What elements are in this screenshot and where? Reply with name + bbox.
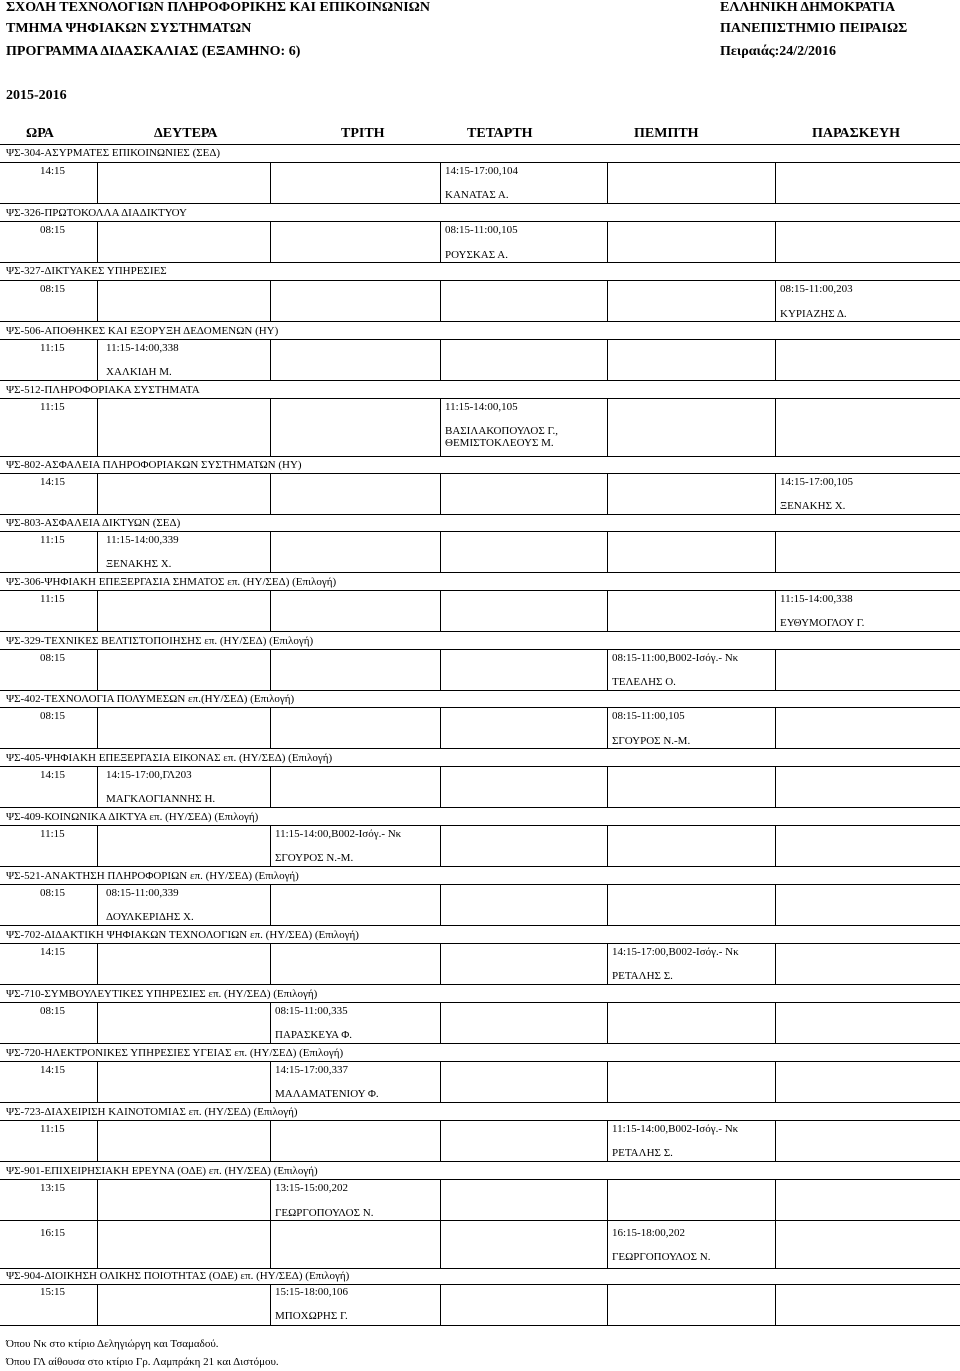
cell-border [270,1220,271,1268]
cell-border [607,766,608,807]
course-time: 08:15 [40,710,66,722]
cell-border [775,707,776,748]
course-slot: 08:15-11:00,203 [780,283,853,295]
row-divider [0,398,960,399]
course-slot: 13:15-15:00,202 [275,1182,349,1194]
cell-border [440,884,441,925]
row-divider [0,984,960,985]
row-divider [0,748,960,749]
cell-border [775,766,776,807]
row-divider [0,321,960,322]
cell-border [607,943,608,984]
course-professor: ΞΕΝΑΚΗΣ Χ. [780,500,846,512]
cell-border [270,884,271,925]
cell-border [97,162,98,203]
course-professor: ΡΕΤΑΛΗΣ Σ. [612,1147,673,1159]
cell-border [607,707,608,748]
row-divider [0,1120,960,1121]
course-slot: 11:15-14:00,Β002-Ισόγ.- Νκ [612,1123,739,1135]
cell-border [775,473,776,514]
course-title: ΨΣ-405-ΨΗΦΙΑΚΗ ΕΠΕΞΕΡΓΑΣΙΑ ΕΙΚΟΝΑΣ επ. (ΗΥ/ΣΕΔ) (Επιλογή) [6,752,333,764]
course-slot: 11:15-14:00,105 [445,401,518,413]
cell-border [775,649,776,690]
course-slot: 08:15-11:00,105 [445,224,518,236]
row-divider [0,262,960,263]
course-time-2: 16:15 [40,1227,66,1239]
row-divider [0,807,960,808]
cell-border [607,1002,608,1043]
cell-border [440,1061,441,1102]
cell-border [270,531,271,572]
cell-border [97,590,98,631]
course-professor: ΣΓΟΥΡΟΣ Ν.-Μ. [275,852,354,864]
cell-border [440,766,441,807]
row-divider [0,280,960,281]
row-divider [0,380,960,381]
course-title: ΨΣ-409-ΚΟΙΝΩΝΙΚΑ ΔΙΚΤΥΑ επ. (ΗΥ/ΣΕΔ) (Επιλογή) [6,811,259,823]
cell-border [97,825,98,866]
course-title: ΨΣ-506-ΑΠΟΘΗΚΕΣ ΚΑΙ ΕΞΟΡΥΞΗ ΔΕΔΟΜΕΝΩΝ (ΗΥ) [6,325,279,337]
row-divider [0,572,960,573]
row-divider [0,707,960,708]
cell-border [607,1179,608,1220]
course-slot: 08:15-11:00,335 [275,1005,348,1017]
course-time: 15:15 [40,1286,66,1298]
cell-border [775,825,776,866]
cell-border [607,825,608,866]
cell-border [607,1120,608,1161]
course-professor: ΜΑΛΑΜΑΤΕΝΙΟΥ Φ. [275,1088,379,1100]
course-professor: ΠΑΡΑΣΚΕΥΑ Φ. [275,1029,353,1041]
cell-border [775,1220,776,1268]
cell-border [270,1120,271,1161]
cell-border [775,1002,776,1043]
course-professor: ΚΥΡΙΑΖΗΣ Δ. [780,308,847,320]
course-slot-2: 16:15-18:00,202 [612,1227,686,1239]
course-time: 14:15 [40,769,66,781]
cell-border [440,531,441,572]
row-divider [0,925,960,926]
cell-border [270,649,271,690]
monday-header: ΔΕΥΤΕΡΑ [154,126,218,141]
cell-border [440,339,441,380]
course-time: 08:15 [40,652,66,664]
course-slot: 11:15-14:00,Β002-Ισόγ.- Νκ [275,828,402,840]
cell-border [270,398,271,456]
cell-border [775,590,776,631]
cell-border [607,1284,608,1325]
course-time: 11:15 [40,401,65,413]
row-divider [0,884,960,885]
cell-border [270,339,271,380]
cell-border [270,766,271,807]
course-professor: ΓΕΩΡΓΟΠΟΥΛΟΣ Ν. [275,1207,374,1219]
cell-border [440,1284,441,1325]
row-divider [0,339,960,340]
course-time: 11:15 [40,534,65,546]
cell-border [440,280,441,321]
course-title: ΨΣ-521-ΑΝΑΚΤΗΣΗ ΠΛΗΡΟΦΟΡΙΩΝ επ. (ΗΥ/ΣΕΔ) (Επιλογή) [6,870,299,882]
course-time: 11:15 [40,1123,65,1135]
department-title: ΤΜΗΜΑ ΨΗΦΙΑΚΩΝ ΣΥΣΤΗΜΑΤΩΝ [6,21,252,36]
footer-note-1: Όπου Νκ στο κτίριο Δεληγιώργη και Τσαμαδού. [6,1338,219,1350]
course-title: ΨΣ-304-ΑΣΥΡΜΑΤΕΣ ΕΠΙΚΟΙΝΩΝΙΕΣ (ΣΕΔ) [6,147,221,159]
course-slot: 14:15-17:00,Β002-Ισόγ.- Νκ [612,946,739,958]
hour-header: ΩΡΑ [26,126,54,141]
course-time: 14:15 [40,476,66,488]
cell-border [440,649,441,690]
row-divider [0,1284,960,1285]
cell-border [440,943,441,984]
course-title: ΨΣ-306-ΨΗΦΙΑΚΗ ΕΠΕΞΕΡΓΑΣΙΑ ΣΗΜΑΤΟΣ επ. (ΗΥ/ΣΕΔ) (Επιλογή) [6,576,337,588]
cell-border [775,398,776,456]
course-professor: ΒΑΣΙΛΑΚΟΠΟΥΛΟΣ Γ., [445,425,559,437]
wednesday-header: ΤΕΤΑΡΤΗ [467,126,533,141]
cell-border [775,531,776,572]
cell-border [607,280,608,321]
row-divider [0,162,960,163]
course-professor: ΣΓΟΥΡΟΣ Ν.-Μ. [612,735,691,747]
course-time: 08:15 [40,283,66,295]
cell-border [97,1284,98,1325]
course-title: ΨΣ-720-ΗΛΕΚΤΡΟΝΙΚΕΣ ΥΠΗΡΕΣΙΕΣ ΥΓΕΙΑΣ επ. (ΗΥ/ΣΕΔ) (Επιλογή) [6,1047,344,1059]
course-slot: 14:15-17:00,105 [780,476,854,488]
course-title: ΨΣ-802-ΑΣΦΑΛΕΙΑ ΠΛΗΡΟΦΟΡΙΑΚΩΝ ΣΥΣΤΗΜΑΤΩΝ (ΗΥ) [6,459,302,471]
cell-border [607,473,608,514]
course-professor: ΔΟΥΛΚΕΡΙΔΗΣ Χ. [106,911,194,923]
course-slot: 14:15-17:00,337 [275,1064,349,1076]
row-divider [0,649,960,650]
row-divider [0,766,960,767]
course-time: 14:15 [40,165,66,177]
university-title: ΠΑΝΕΠΙΣΤΗΜΙΟ ΠΕΙΡΑΙΩΣ [720,21,908,36]
course-time: 14:15 [40,1064,66,1076]
cell-border [775,162,776,203]
row-divider [0,1102,960,1103]
cell-border [270,473,271,514]
row-divider [0,531,960,532]
cell-border [270,1284,271,1325]
course-slot: 08:15-11:00,339 [106,887,179,899]
course-time: 08:15 [40,1005,66,1017]
course-professor: ΡΟΥΣΚΑΣ Α. [445,249,508,261]
cell-border [607,1220,608,1268]
course-slot: 08:15-11:00,Β002-Ισόγ.- Νκ [612,652,739,664]
cell-border [97,398,98,456]
course-title: ΨΣ-327-ΔΙΚΤΥΑΚΕΣ ΥΠΗΡΕΣΙΕΣ [6,265,167,277]
row-divider [0,1002,960,1003]
cell-border [440,825,441,866]
cell-border [607,1061,608,1102]
course-professor-2: ΘΕΜΙΣΤΟΚΛΕΟΥΣ Μ. [445,437,554,449]
cell-border [440,707,441,748]
course-title: ΨΣ-702-ΔΙΔΑΚΤΙΚΗ ΨΗΦΙΑΚΩΝ ΤΕΧΝΟΛΟΓΙΩΝ επ. (ΗΥ/ΣΕΔ) (Επιλογή) [6,929,359,941]
cell-border [440,473,441,514]
course-slot: 11:15-14:00,338 [780,593,853,605]
cell-border [97,1179,98,1220]
course-slot: 08:15-11:00,105 [612,710,685,722]
cell-border [775,884,776,925]
cell-border [440,1120,441,1161]
row-divider [0,943,960,944]
cell-border [270,280,271,321]
course-professor: ΜΑΓΚΛΟΓΙΑΝΝΗΣ Η. [106,793,216,805]
cell-border [607,398,608,456]
cell-border [775,221,776,262]
course-time: 13:15 [40,1182,66,1194]
cell-border [97,1220,98,1268]
course-title: ΨΣ-901-ΕΠΙΧΕΙΡΗΣΙΑΚΗ ΕΡΕΥΝΑ (ΟΔΕ) επ. (ΗΥ/ΣΕΔ) (Επιλογή) [6,1165,318,1177]
cell-border [97,339,98,380]
course-title: ΨΣ-723-ΔΙΑΧΕΙΡΙΣΗ ΚΑΙΝΟΤΟΜΙΑΣ επ. (ΗΥ/ΣΕΔ) (Επιλογή) [6,1106,298,1118]
course-title: ΨΣ-512-ΠΛΗΡΟΦΟΡΙΑΚΑ ΣΥΣΤΗΜΑΤΑ [6,384,200,396]
cell-border [440,1002,441,1043]
cell-border [775,1284,776,1325]
course-time: 08:15 [40,887,66,899]
header-divider [0,144,960,145]
course-time: 08:15 [40,224,66,236]
course-professor-2: ΓΕΩΡΓΟΠΟΥΛΟΣ Ν. [612,1251,711,1263]
course-title: ΨΣ-803-ΑΣΦΑΛΕΙΑ ΔΙΚΤΥΩΝ (ΣΕΔ) [6,517,181,529]
course-slot: 14:15-17:00,ΓΛ203 [106,769,192,781]
row-divider [0,631,960,632]
row-divider [0,590,960,591]
program-title: ΠΡΟΓΡΑΜΜΑ ΔΙΔΑΣΚΑΛΙΑΣ (ΕΞΑΜΗΝΟ: 6) [6,44,301,59]
cell-border [97,884,98,925]
cell-border [440,1220,441,1268]
cell-border [607,531,608,572]
cell-border [775,280,776,321]
cell-border [97,531,98,572]
date-label: Πειραιάς:24/2/2016 [720,44,837,59]
cell-border [607,590,608,631]
cell-border [270,707,271,748]
course-professor: ΤΕΛΕΛΗΣ Ο. [612,676,676,688]
course-time: 14:15 [40,946,66,958]
course-title: ΨΣ-329-ΤΕΧΝΙΚΕΣ ΒΕΛΤΙΣΤΟΠΟΙΗΣΗΣ επ. (ΗΥ/ΣΕΔ) (Επιλογή) [6,635,314,647]
cell-border [270,1002,271,1043]
course-professor: ΞΕΝΑΚΗΣ Χ. [106,558,172,570]
cell-border [440,1179,441,1220]
cell-border [607,339,608,380]
row-divider [0,1268,960,1269]
course-slot: 11:15-14:00,338 [106,342,179,354]
cell-border [775,339,776,380]
row-divider [0,203,960,204]
cell-border [607,162,608,203]
cell-border [270,825,271,866]
cell-border [97,943,98,984]
row-divider [0,456,960,457]
course-time: 11:15 [40,593,65,605]
row-divider [0,1179,960,1180]
academic-year: 2015-2016 [6,88,67,103]
row-divider [0,1061,960,1062]
cell-border [97,649,98,690]
cell-border [97,707,98,748]
cell-border [97,221,98,262]
course-time: 11:15 [40,828,65,840]
cell-border [775,1179,776,1220]
cell-border [270,221,271,262]
course-slot: 14:15-17:00,104 [445,165,519,177]
course-title: ΨΣ-402-ΤΕΧΝΟΛΟΓΙΑ ΠΟΛΥΜΕΣΩΝ επ.(ΗΥ/ΣΕΔ) (Επιλογή) [6,693,295,705]
row-divider [0,473,960,474]
row-divider [0,825,960,826]
cell-border [607,649,608,690]
republic-title: ΕΛΛΗΝΙΚΗ ΔΗΜΟΚΡΑΤΙΑ [720,0,896,15]
thursday-header: ΠΕΜΠΤΗ [634,126,699,141]
course-slot: 11:15-14:00,339 [106,534,179,546]
course-professor: ΧΑΛΚΙΔΗ Μ. [106,366,172,378]
course-professor: ΜΠΟΧΩΡΗΣ Γ. [275,1310,348,1322]
cell-border [607,884,608,925]
cell-border [97,473,98,514]
row-divider [0,866,960,867]
cell-border [97,1120,98,1161]
cell-border [440,221,441,262]
cell-border [775,1120,776,1161]
cell-border [270,1061,271,1102]
cell-border [270,162,271,203]
cell-border [97,766,98,807]
course-professor: ΡΕΤΑΛΗΣ Σ. [612,970,673,982]
row-divider [0,1043,960,1044]
friday-header: ΠΑΡΑΣΚΕΥΗ [812,126,900,141]
row-divider [0,1161,960,1162]
cell-border [97,1002,98,1043]
course-professor: ΕΥΘΥΜΟΓΛΟΥ Γ. [780,617,865,629]
cell-border [440,590,441,631]
cell-border [607,221,608,262]
course-title: ΨΣ-710-ΣΥΜΒΟΥΛΕΥΤΙΚΕΣ ΥΠΗΡΕΣΙΕΣ επ. (ΗΥ/ΣΕΔ) (Επιλογή) [6,988,318,1000]
cell-border [270,1179,271,1220]
cell-border [97,1061,98,1102]
cell-border [270,943,271,984]
course-time: 11:15 [40,342,65,354]
course-slot: 15:15-18:00,106 [275,1286,349,1298]
row-divider [0,690,960,691]
footer-note-2: Όπου ΓΛ αίθουσα στο κτίριο Γρ. Λαμπράκη 21 και Διστόμου. [6,1356,279,1368]
cell-border [440,398,441,456]
cell-border [775,943,776,984]
cell-border [775,1061,776,1102]
row-divider [0,514,960,515]
course-title: ΨΣ-326-ΠΡΩΤΟΚΟΛΛΑ ΔΙΑΔΙΚΤΥΟΥ [6,207,187,219]
course-title: ΨΣ-904-ΔΙΟΙΚΗΣΗ ΟΛΙΚΗΣ ΠΟΙΟΤΗΤΑΣ (ΟΔΕ) επ. (ΗΥ/ΣΕΔ) (Επιλογή) [6,1270,350,1282]
cell-border [270,590,271,631]
row-divider [0,1220,960,1221]
tuesday-header: ΤΡΙΤΗ [341,126,385,141]
cell-border [440,162,441,203]
row-divider [0,221,960,222]
row-divider [0,1325,960,1326]
school-title: ΣΧΟΛΗ ΤΕΧΝΟΛΟΓΙΩΝ ΠΛΗΡΟΦΟΡΙΚΗΣ ΚΑΙ ΕΠΙΚΟΙΝΩΝΙΩΝ [6,0,430,15]
cell-border [97,280,98,321]
day-header-row [0,126,960,144]
course-professor: ΚΑΝΑΤΑΣ Α. [445,189,509,201]
